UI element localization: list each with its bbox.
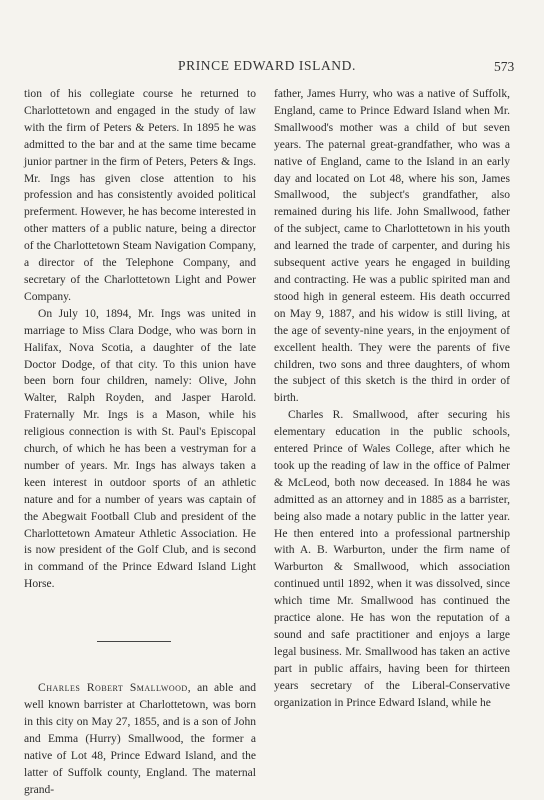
paragraph-ings-career: tion of his collegiate course he returned to Charlottetown and engaged in the study of law with the firm of Peters & Peters. In 1895 he was admitted to the bar and at the same time became junior partner in the firm of Peters, Peters & Ings. Mr. Ings has given close attention to his profession and has consistently avoided political preferment. However, he has become interested in other matters of a public nature, being a director of the Charlottetown Steam Navigation Company, a director of the Telephone Company, and secretary of the Charlottetown Light and Power Company. <box>24 88 256 303</box>
paragraph-ings-family: On July 10, 1894, Mr. Ings was united in marriage to Miss Clara Dodge, who was born in Halifax, Nova Scotia, a daughter of the late Doctor Dodge, of that city. To this union have been born four children, namely: Olive, John Walter, Ralph Royden, and Jasper Harold. Fraternally Mr. Ings is a Mason, while his religious connection is with St. Paul's Episcopal church, of which he has been a vestryman for a number of years. Mr. Ings has always taken a keen interest in outdoor sports of an athletic nature and for a number of years was captain of the Abegwait Football Club and president of the Charlottetown Amateur Athletic Association. He is now president of the Golf Club, and is second in command of the Prince Edward Island Light Horse. <box>24 307 256 591</box>
subject-name: Charles Robert Smallwood, <box>38 682 192 695</box>
left-column <box>24 86 256 799</box>
right-column <box>274 86 510 712</box>
running-title: PRINCE EDWARD ISLAND. <box>178 58 356 73</box>
paragraph-smallwood-intro <box>24 680 256 798</box>
section-divider <box>97 641 171 642</box>
running-head <box>0 58 544 78</box>
page-number: 573 <box>494 59 515 74</box>
paragraph-smallwood-intro-text: an able and well known barrister at Charlottetown, was born in this city on May 27, 1855, and is a son of John and Emma (Hurry) Smallwood, the former a native of Lot 48, Prince Edward Island, and the latter of Suffolk county, England. The maternal grand- <box>24 682 256 796</box>
paragraph-smallwood-career: Charles R. Smallwood, after securing his elementary education in the public schools, entered Prince of Wales College, after which he took up the reading of law in the office of Palmer & McLeod, both now deceased. In 1884 he was admitted as an attorney and in 1885 as a barrister, being also made a notary public in the latter year. He then entered into a professional partnership with A. B. Warburton, under the firm name of Warburton & Smallwood, which association continued until 1892, when it was dissolved, since which time Mr. Smallwood has continued the practice alone. He has won the reputation of a sound and safe practitioner and enjoys a large legal business. Mr. Smallwood has taken an active part in public affairs, having been for thirteen years secretary of the Liberal-Conservative organization in Prince Edward Island, while he <box>274 409 510 709</box>
paragraph-smallwood-ancestry: father, James Hurry, who was a native of Suffolk, England, came to Prince Edward Island when Mr. Smallwood's mother was a child of but seven years. The paternal great-grandfather, who was a native of England, came to the Island in an early day and located on Lot 48, where his son, James Smallwood, the subject's grandfather, also remained during his life. John Smallwood, father of the subject, came to Charlottetown in his youth and learned the trade of carpenter, and during his subsequent active years he engaged in building and contracting. He was a public spirited man and stood high in general esteem. His death occurred on May 9, 1887, and his widow is still living, at the age of seventy-nine years, in the enjoyment of excellent health. They were the parents of five children, two sons and three daughters, of whom the subject of this sketch is the third in order of birth. <box>274 88 510 405</box>
